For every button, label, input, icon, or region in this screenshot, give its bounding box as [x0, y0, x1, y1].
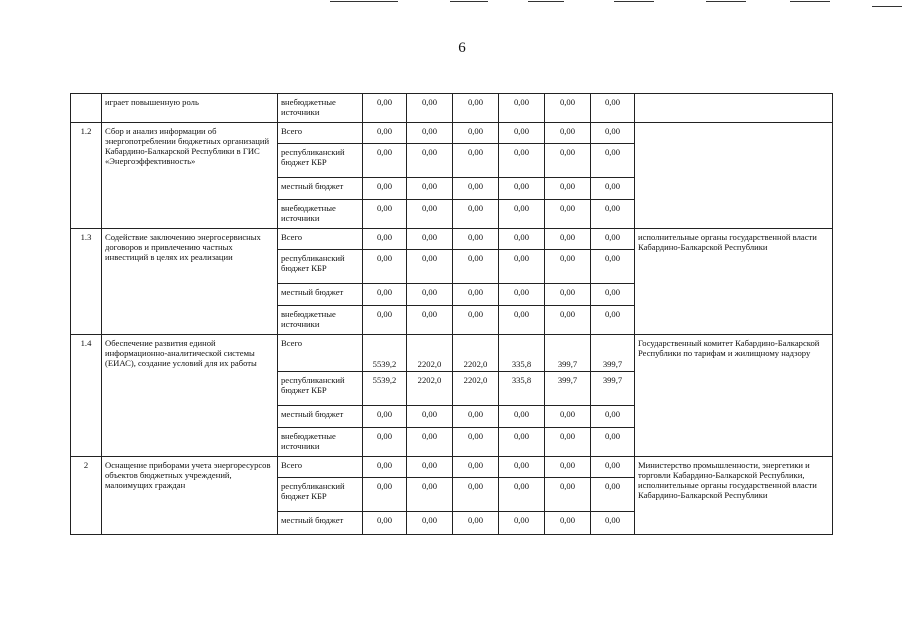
funding-value: 0,00	[545, 123, 591, 144]
responsible-executor: Министерство промышленности, энергетики и торговли Кабардино-Балкарской Республики, исполнительные органы государственной власти Кабардино-Балкарской Республики	[635, 457, 833, 535]
funding-value: 0,00	[407, 457, 453, 478]
page-number: 6	[458, 40, 466, 56]
funding-value: 0,00	[499, 229, 545, 250]
funding-value: 0,00	[545, 478, 591, 512]
activity-name: играет повышенную роль	[102, 94, 278, 123]
table-row	[71, 335, 833, 372]
funding-value: 0,00	[407, 229, 453, 250]
row-number: 1.4	[71, 335, 102, 457]
funding-value: 0,00	[407, 250, 453, 284]
funding-value: 0,00	[499, 406, 545, 428]
funding-value: 0,00	[363, 457, 407, 478]
funding-value: 0,00	[499, 428, 545, 457]
funding-value: 0,00	[453, 250, 499, 284]
funding-source: местный бюджет	[278, 512, 363, 535]
program-table	[70, 93, 833, 535]
funding-value: 0,00	[545, 512, 591, 535]
funding-value: 0,00	[545, 229, 591, 250]
funding-value: 0,00	[499, 94, 545, 123]
funding-value: 0,00	[363, 478, 407, 512]
funding-value: 0,00	[407, 200, 453, 229]
funding-source: местный бюджет	[278, 284, 363, 306]
table-row	[71, 123, 833, 144]
funding-value: 0,00	[363, 94, 407, 123]
funding-value: 0,00	[591, 406, 635, 428]
activity-name: Содействие заключению энергосервисных договоров и привлечению частных инвестиций в целях их реализации	[102, 229, 278, 335]
funding-source: внебюджетные источники	[278, 200, 363, 229]
funding-value: 0,00	[407, 478, 453, 512]
funding-source: республиканский бюджет КБР	[278, 144, 363, 178]
activity-name: Обеспечение развития единой информационно-аналитической системы (ЕИАС), создание условий для их работы	[102, 335, 278, 457]
funding-value: 0,00	[363, 512, 407, 535]
funding-value: 0,00	[545, 306, 591, 335]
funding-value: 0,00	[453, 178, 499, 200]
funding-value: 2202,0	[407, 372, 453, 406]
funding-value: 0,00	[499, 478, 545, 512]
responsible-executor	[635, 94, 833, 123]
funding-value: 0,00	[591, 178, 635, 200]
funding-value: 0,00	[545, 250, 591, 284]
row-number	[71, 94, 102, 123]
funding-value: 0,00	[499, 250, 545, 284]
activity-name: Сбор и анализ информации об энергопотреблении бюджетных организаций Кабардино-Балкарской Республики в ГИС «Энергоэффективность»	[102, 123, 278, 229]
funding-value: 0,00	[453, 457, 499, 478]
funding-value: 0,00	[591, 306, 635, 335]
row-number: 1.3	[71, 229, 102, 335]
funding-value: 5539,2	[363, 372, 407, 406]
funding-value: 0,00	[499, 123, 545, 144]
funding-value: 0,00	[499, 512, 545, 535]
funding-source: внебюджетные источники	[278, 428, 363, 457]
funding-source: Всего	[278, 229, 363, 250]
funding-value: 0,00	[545, 457, 591, 478]
funding-value: 0,00	[545, 406, 591, 428]
activity-name: Оснащение приборами учета энергоресурсов объектов бюджетных учреждений, малоимущих граждан	[102, 457, 278, 535]
funding-value: 0,00	[453, 512, 499, 535]
funding-value: 0,00	[591, 250, 635, 284]
funding-source: Всего	[278, 335, 363, 372]
funding-value: 0,00	[591, 284, 635, 306]
responsible-executor: исполнительные органы государственной власти Кабардино-Балкарской Республики	[635, 229, 833, 335]
funding-value: 0,00	[499, 284, 545, 306]
funding-value: 399,7	[545, 372, 591, 406]
funding-source: республиканский бюджет КБР	[278, 250, 363, 284]
funding-value: 0,00	[407, 406, 453, 428]
row-number: 2	[71, 457, 102, 535]
funding-value: 0,00	[545, 200, 591, 229]
funding-value: 0,00	[591, 478, 635, 512]
funding-value: 0,00	[591, 229, 635, 250]
funding-value: 2202,0	[453, 372, 499, 406]
funding-value: 0,00	[363, 250, 407, 284]
funding-value: 0,00	[363, 306, 407, 335]
funding-value: 0,00	[407, 284, 453, 306]
funding-value: 0,00	[363, 178, 407, 200]
funding-source: местный бюджет	[278, 406, 363, 428]
funding-value: 0,00	[453, 144, 499, 178]
funding-value: 335,8	[499, 335, 545, 372]
funding-value: 0,00	[545, 178, 591, 200]
funding-value: 0,00	[499, 200, 545, 229]
funding-value: 0,00	[407, 144, 453, 178]
funding-value: 0,00	[407, 428, 453, 457]
funding-value: 2202,0	[453, 335, 499, 372]
funding-value: 0,00	[591, 457, 635, 478]
funding-value: 399,7	[591, 335, 635, 372]
funding-value: 0,00	[545, 284, 591, 306]
funding-value: 0,00	[407, 306, 453, 335]
funding-value: 0,00	[453, 123, 499, 144]
funding-value: 0,00	[363, 284, 407, 306]
funding-value: 2202,0	[407, 335, 453, 372]
funding-value: 0,00	[545, 144, 591, 178]
funding-value: 335,8	[499, 372, 545, 406]
funding-value: 0,00	[453, 200, 499, 229]
table-row	[71, 457, 833, 478]
funding-value: 399,7	[545, 335, 591, 372]
funding-value: 0,00	[591, 200, 635, 229]
funding-value: 0,00	[363, 123, 407, 144]
funding-value: 0,00	[453, 406, 499, 428]
funding-value: 0,00	[363, 428, 407, 457]
funding-value: 0,00	[407, 178, 453, 200]
funding-value: 0,00	[545, 428, 591, 457]
funding-value: 0,00	[545, 94, 591, 123]
funding-value: 0,00	[499, 457, 545, 478]
funding-source: Всего	[278, 457, 363, 478]
funding-value: 0,00	[407, 123, 453, 144]
funding-value: 0,00	[407, 512, 453, 535]
funding-value: 0,00	[591, 144, 635, 178]
funding-value: 0,00	[453, 428, 499, 457]
funding-value: 0,00	[363, 406, 407, 428]
responsible-executor	[635, 123, 833, 229]
funding-value: 0,00	[453, 284, 499, 306]
funding-source: республиканский бюджет КБР	[278, 372, 363, 406]
funding-value: 0,00	[591, 123, 635, 144]
row-number: 1.2	[71, 123, 102, 229]
funding-value: 0,00	[453, 306, 499, 335]
table-row	[71, 94, 833, 123]
funding-value: 0,00	[591, 428, 635, 457]
funding-source: местный бюджет	[278, 178, 363, 200]
funding-value: 0,00	[363, 200, 407, 229]
funding-value: 5539,2	[363, 335, 407, 372]
funding-source: внебюджетные источники	[278, 94, 363, 123]
funding-value: 0,00	[407, 94, 453, 123]
funding-value: 0,00	[453, 478, 499, 512]
funding-value: 0,00	[453, 229, 499, 250]
funding-value: 0,00	[499, 306, 545, 335]
funding-value: 0,00	[591, 512, 635, 535]
funding-value: 0,00	[363, 144, 407, 178]
responsible-executor: Государственный комитет Кабардино-Балкарской Республики по тарифам и жилищному надзору	[635, 335, 833, 457]
funding-value: 0,00	[363, 229, 407, 250]
funding-value: 0,00	[499, 144, 545, 178]
funding-value: 0,00	[591, 94, 635, 123]
funding-value: 0,00	[499, 178, 545, 200]
funding-value: 0,00	[453, 94, 499, 123]
table-row	[71, 229, 833, 250]
funding-source: республиканский бюджет КБР	[278, 478, 363, 512]
funding-value: 399,7	[591, 372, 635, 406]
funding-source: внебюджетные источники	[278, 306, 363, 335]
funding-source: Всего	[278, 123, 363, 144]
